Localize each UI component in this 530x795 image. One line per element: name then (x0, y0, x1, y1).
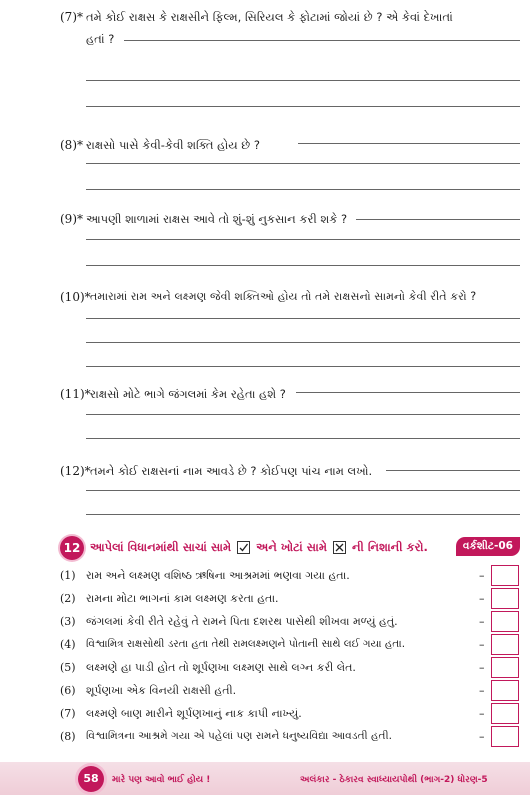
section-title (90, 540, 428, 555)
question-number: (11)* (60, 387, 91, 401)
answer-line[interactable] (86, 490, 520, 491)
statement-number: (1) (60, 569, 76, 582)
worksheet-label: વર્કશીટ-06 (456, 537, 520, 556)
answer-box[interactable] (491, 565, 519, 586)
statement-text: વિશ્વામિત્રના આશ્રમે ગયા એ પહેલાં પણ રામને ધનુષ્યવિદ્યા આવડતી હતી. (86, 730, 392, 742)
question-text: રાક્ષસો મોટે ભાગે જંગલમાં કેમ રહેતા હશે ? (90, 387, 286, 401)
question-number: (12)* (60, 464, 91, 478)
checkmark-icon (237, 541, 250, 554)
footer-book-title: અલંકાર - ઠેકારવ સ્વાધ્યાયપોથી (ભાગ-2) ધોરણ-5 (300, 775, 488, 785)
statement-number: (4) (60, 638, 76, 651)
answer-line[interactable] (298, 143, 520, 144)
question-text: રાક્ષસો પાસે કેવી-કેવી શક્તિ હોય છે ? (86, 138, 260, 152)
answer-line[interactable] (356, 219, 520, 220)
dash: – (479, 569, 485, 582)
statement-row (60, 657, 520, 679)
dash: – (479, 661, 485, 674)
statement-row (60, 565, 520, 587)
statement-row (60, 634, 520, 656)
section-header (60, 536, 520, 562)
statement-number: (2) (60, 592, 76, 605)
statement-text: રામ અને લક્ષ્મણ વશિષ્ઠ ઋષિના આશ્રમમાં ભણવા ગયા હતા. (86, 569, 350, 582)
answer-box[interactable] (491, 611, 519, 632)
statement-row (60, 703, 520, 725)
dash: – (479, 615, 485, 628)
answer-line[interactable] (86, 438, 520, 439)
answer-line[interactable] (86, 106, 520, 107)
question-text-continued: હતાં ? (86, 32, 115, 46)
answer-box[interactable] (491, 634, 519, 655)
answer-line[interactable] (296, 392, 520, 393)
footer-chapter-title: મારે પણ આવો ભાઈ હોય ! (112, 775, 211, 785)
statement-row (60, 680, 520, 702)
question-number: (9)* (60, 212, 83, 226)
answer-line[interactable] (86, 80, 520, 81)
answer-line[interactable] (86, 163, 520, 164)
section-title-part2: અને ખોટાં સામે (256, 540, 327, 554)
answer-line[interactable] (386, 470, 520, 471)
section-number-badge: 12 (60, 536, 84, 560)
dash: – (479, 638, 485, 651)
statement-text: લક્ષ્મણે બાણ મારીને શૂર્પણખાનું નાક કાપી નાખ્યું. (86, 707, 302, 720)
answer-line[interactable] (86, 189, 520, 190)
statement-number: (8) (60, 730, 76, 743)
statement-number: (3) (60, 615, 76, 628)
statement-text: લક્ષ્મણે હા પાડી હોત તો શૂર્પણખા લક્ષ્મણ સાથે લગ્ન કરી લેત. (86, 661, 356, 674)
question-text: તમારામાં રામ અને લક્ષ્મણ જેવી શક્તિઓ હોય તો તમે રાક્ષસનો સામનો કેવી રીતે કરો ? (90, 290, 477, 303)
answer-box[interactable] (491, 588, 519, 609)
question-text: તમને કોઈ રાક્ષસનાં નામ આવડે છે ? કોઈપણ પાંચ નામ લખો. (90, 464, 373, 478)
question-text: આપણી શાળામાં રાક્ષસ આવે તો શું-શું નુકસાન કરી શકે ? (86, 212, 348, 226)
section-title-part3: ની નિશાની કરો. (351, 540, 428, 554)
answer-line[interactable] (86, 239, 520, 240)
answer-line[interactable] (86, 342, 520, 343)
page-number: 58 (78, 766, 104, 792)
answer-line[interactable] (86, 318, 520, 319)
statement-number: (7) (60, 707, 76, 720)
answer-line[interactable] (124, 40, 520, 41)
answer-line[interactable] (86, 265, 520, 266)
dash: – (479, 707, 485, 720)
statement-text: રામના મોટા ભાગનાં કામ લક્ષ્મણ કરતા હતા. (86, 592, 279, 605)
section-title-part1: આપેલાં વિધાનમાંથી સાચાં સામે (90, 540, 232, 554)
answer-line[interactable] (86, 514, 520, 515)
statement-text: શૂર્પણખા એક વિનયી રાક્ષસી હતી. (86, 684, 237, 697)
answer-line[interactable] (86, 366, 520, 367)
dash: – (479, 592, 485, 605)
statement-row (60, 611, 520, 633)
question-number: (8)* (60, 138, 83, 152)
question-number: (7)* (60, 10, 83, 24)
answer-box[interactable] (491, 703, 519, 724)
dash: – (479, 730, 485, 743)
dash: – (479, 684, 485, 697)
cross-icon (333, 541, 346, 554)
statement-number: (5) (60, 661, 76, 674)
answer-box[interactable] (491, 657, 519, 678)
question-number: (10)* (60, 290, 91, 304)
statement-text: જંગલમાં કેવી રીતે રહેવું તે રામને પિતા દશરથ પાસેથી શીખવા મળ્યું હતું. (86, 615, 398, 628)
statement-number: (6) (60, 684, 76, 697)
question-text: તમે કોઈ રાક્ષસ કે રાક્ષસીને ફિલ્મ, સિરિયલ કે ફોટામાં જોયાં છે ? એ કેવાં દેખાતાં (86, 10, 453, 24)
statement-row (60, 726, 520, 748)
answer-box[interactable] (491, 726, 519, 747)
answer-box[interactable] (491, 680, 519, 701)
answer-line[interactable] (86, 414, 520, 415)
statement-text: વિશ્વામિત્ર રાક્ષસોથી ડરતા હતા તેથી રામલક્ષ્મણને પોતાની સાથે લઈ ગયા હતા. (86, 638, 405, 650)
statement-row (60, 588, 520, 610)
